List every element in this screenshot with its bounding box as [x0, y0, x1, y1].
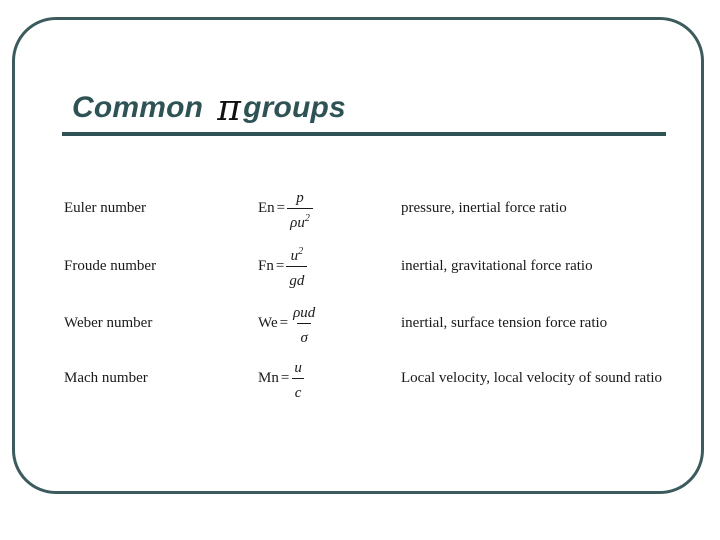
group-formula — [258, 354, 305, 402]
table-row — [64, 184, 704, 232]
denominator: gd — [286, 266, 307, 290]
group-description: inertial, surface tension force ratio — [401, 314, 608, 331]
numerator: ρud — [293, 304, 316, 321]
group-name: Weber number — [64, 314, 153, 331]
numerator: $u^2$ — [290, 245, 304, 264]
title-prefix: Common — [72, 91, 204, 124]
title-suffix: groups — [243, 91, 346, 124]
group-formula — [258, 184, 313, 232]
group-description: Local velocity, local velocity of sound ratio — [401, 369, 663, 386]
fraction — [290, 300, 318, 347]
equals-sign: = — [276, 199, 286, 216]
group-name: Mach number — [64, 369, 148, 386]
denominator: σ — [297, 323, 310, 347]
group-name: Euler number — [64, 199, 147, 216]
formula-symbol: Mn — [258, 369, 279, 386]
pi-symbol: π — [217, 87, 242, 129]
group-formula — [258, 242, 307, 290]
table-row — [64, 299, 704, 347]
fraction — [286, 243, 307, 290]
group-name: Froude number — [64, 257, 157, 274]
denominator: $\rho u^2$ — [287, 208, 313, 232]
title-underline — [62, 132, 666, 136]
numerator: u — [294, 359, 302, 376]
equals-sign: = — [275, 257, 285, 274]
group-description: pressure, inertial force ratio — [401, 199, 567, 216]
formula-symbol: We — [258, 314, 278, 331]
formula-symbol: Fn — [258, 257, 274, 274]
equals-sign: = — [279, 314, 289, 331]
fraction — [291, 355, 305, 402]
fraction — [287, 185, 313, 232]
formula-symbol: En — [258, 199, 275, 216]
numerator: p — [296, 189, 304, 206]
page-title — [72, 86, 346, 130]
group-description: inertial, gravitational force ratio — [401, 257, 593, 274]
table-row — [64, 354, 704, 402]
denominator: c — [292, 378, 305, 402]
group-formula — [258, 299, 318, 347]
equals-sign: = — [280, 369, 290, 386]
table-row — [64, 242, 704, 290]
